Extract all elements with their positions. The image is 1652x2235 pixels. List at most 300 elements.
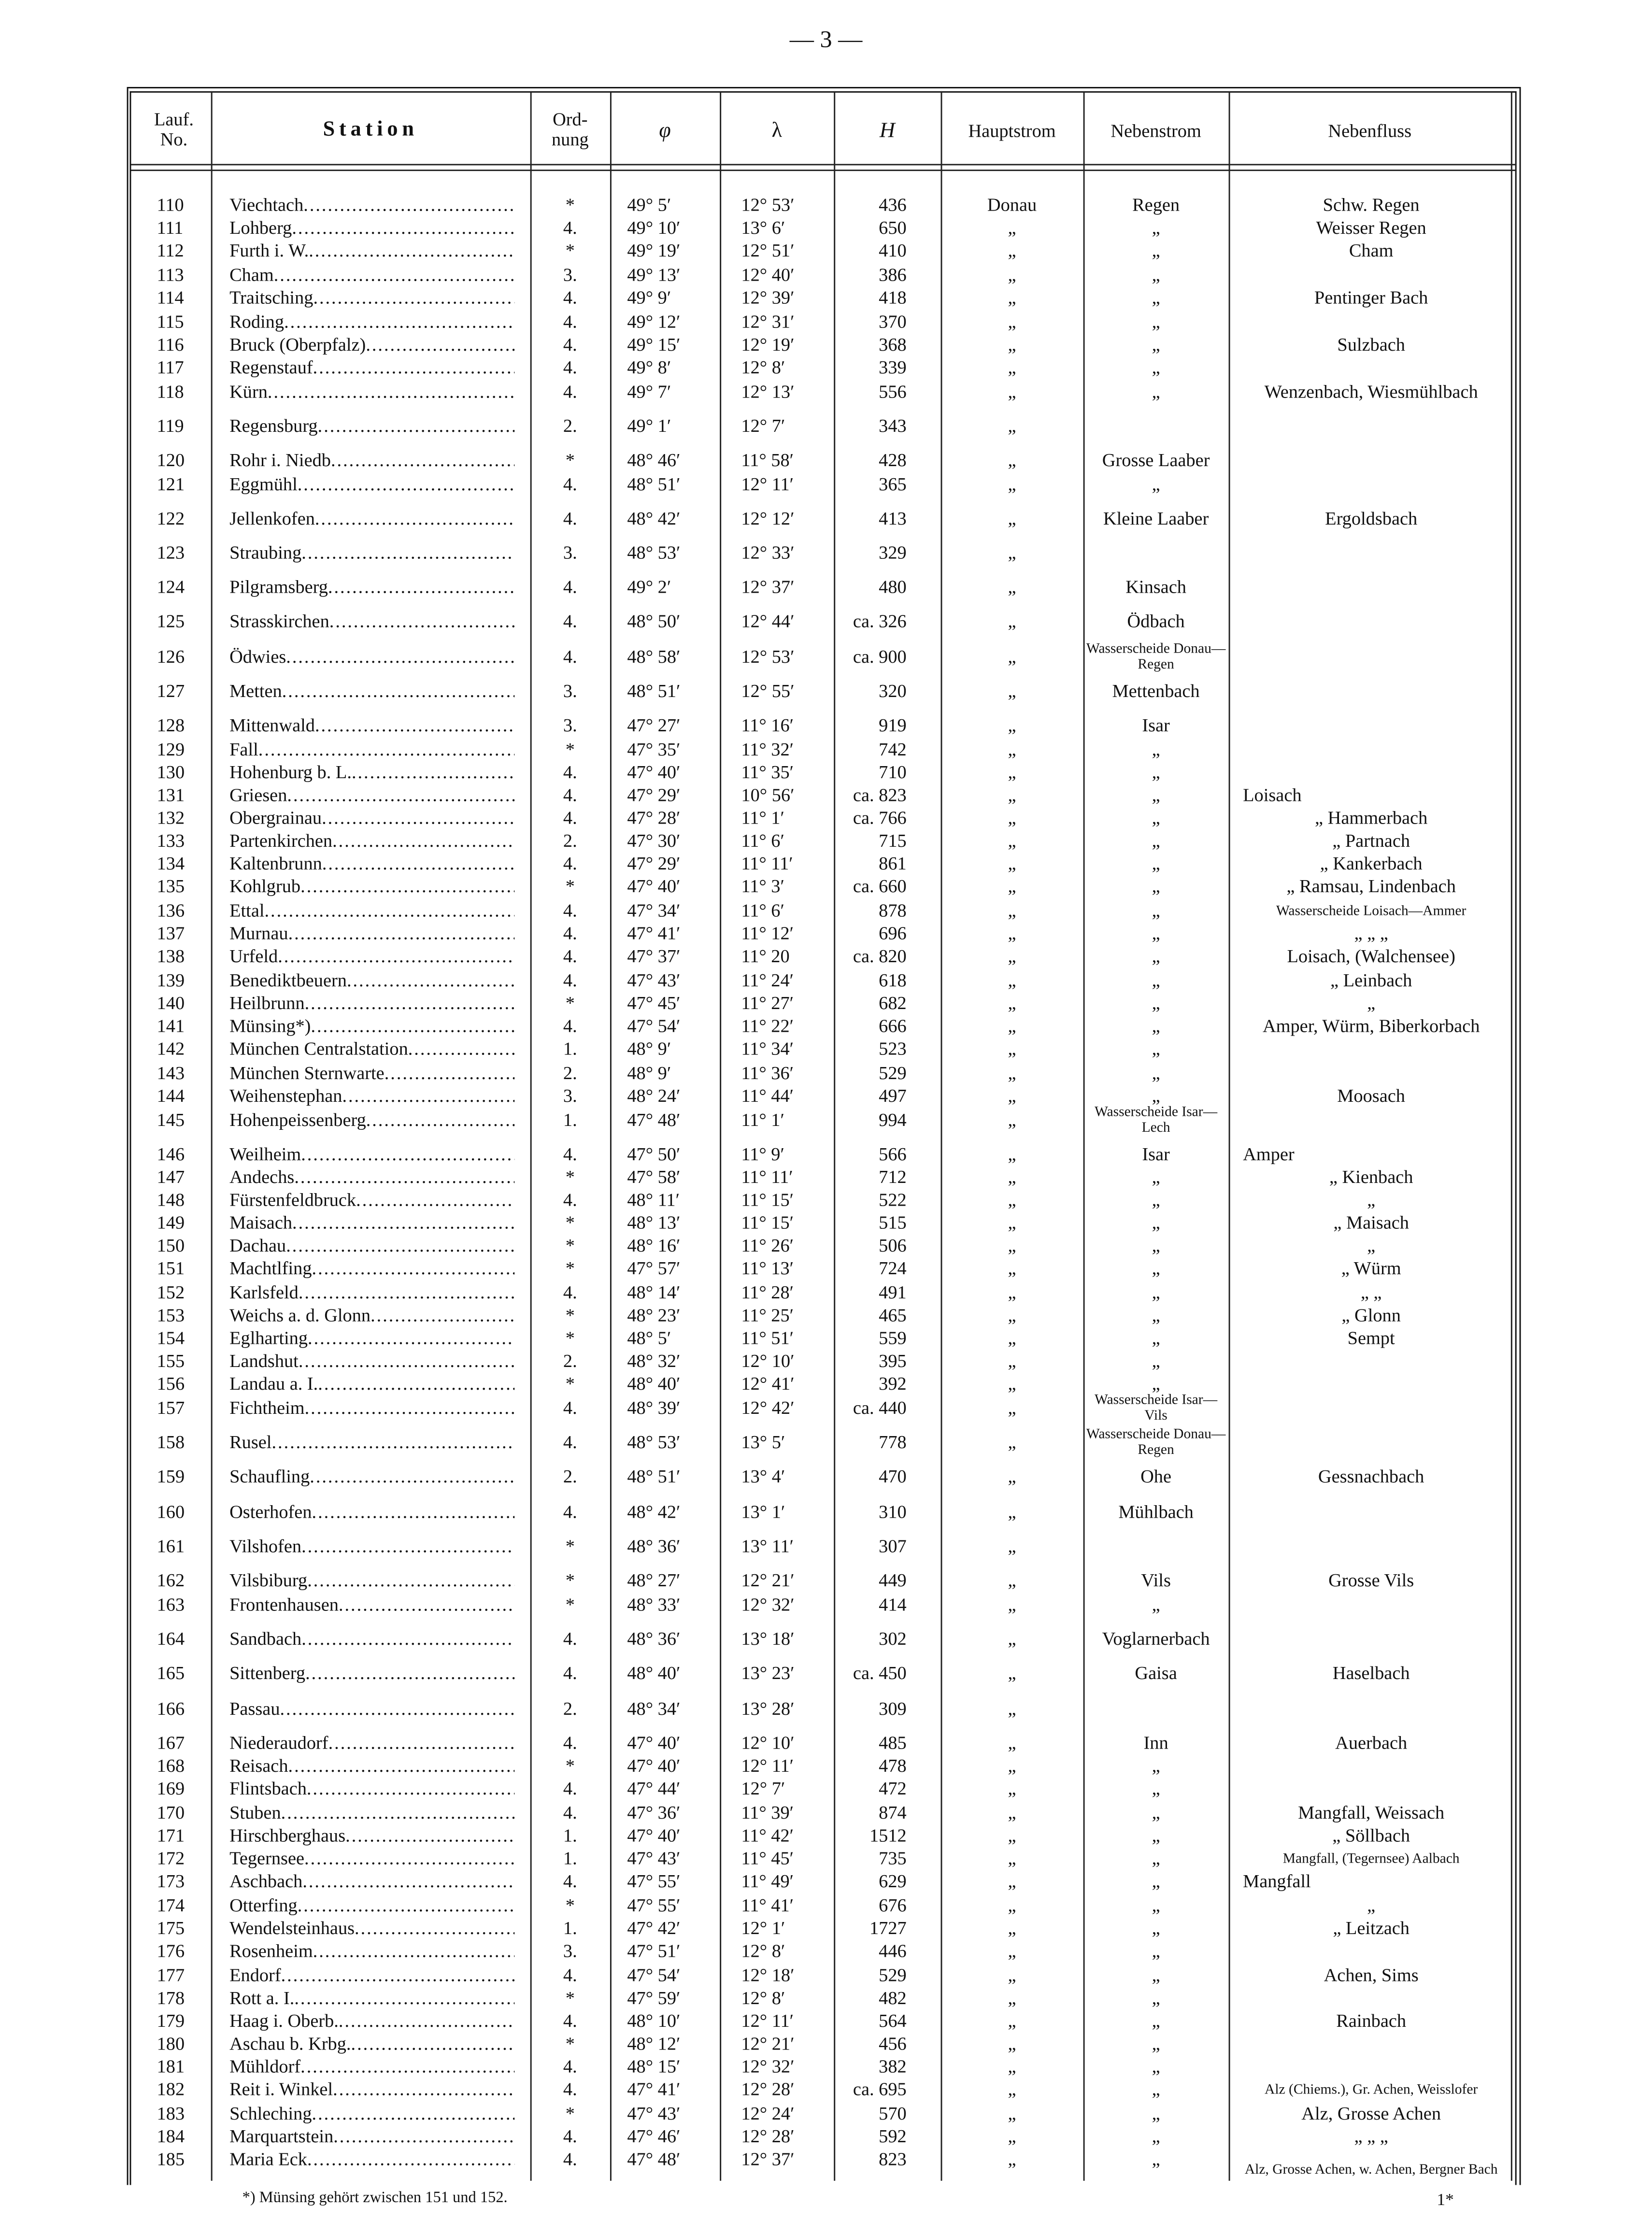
row-number: 181 xyxy=(157,2055,185,2077)
hauptstrom: „ xyxy=(1008,333,1016,355)
hauptstrom: „ xyxy=(1008,1870,1016,1892)
longitude: 11° 11′ xyxy=(741,852,793,874)
nebenfluss xyxy=(1231,1697,1510,1720)
longitude: 11° 41′ xyxy=(741,1894,794,1916)
order-class: * xyxy=(565,1372,575,1394)
order-class: 4. xyxy=(563,1732,577,1753)
latitude: 49° 15′ xyxy=(627,333,681,355)
longitude: 12° 28′ xyxy=(741,2125,795,2147)
longitude: 11° 51′ xyxy=(741,1327,794,1349)
footnote: *) Münsing gehört zwischen 151 und 152. xyxy=(242,2189,508,2207)
elevation: 682 xyxy=(879,992,907,1014)
station-name: Dachau ..... xyxy=(229,1234,514,1257)
latitude: 47° 55′ xyxy=(627,1870,681,1892)
station-name: Fall ..... xyxy=(229,739,514,761)
station-name: Fichtheim ..... xyxy=(229,1397,514,1420)
row-number: 117 xyxy=(157,356,184,378)
order-class: 4. xyxy=(563,507,577,529)
longitude: 11° 49′ xyxy=(741,1870,794,1892)
station-name: Weihenstephan ..... xyxy=(229,1085,514,1108)
row-number: 125 xyxy=(157,610,185,632)
order-class: 4. xyxy=(563,1281,577,1303)
hauptstrom: „ xyxy=(1008,1697,1016,1719)
hauptstrom: „ xyxy=(1008,507,1016,529)
row-number: 110 xyxy=(157,194,184,215)
nebenfluss xyxy=(1231,1350,1510,1372)
order-class: 4. xyxy=(563,1627,577,1650)
elevation: 478 xyxy=(879,1754,907,1776)
latitude: 47° 55′ xyxy=(627,1894,681,1916)
nebenstrom: „ xyxy=(1152,356,1160,378)
table-row xyxy=(0,1234,1652,1257)
hauptstrom: „ xyxy=(1008,1281,1016,1303)
longitude: 12° 39′ xyxy=(741,286,795,308)
longitude: 13° 6′ xyxy=(741,216,785,238)
table-row xyxy=(0,240,1652,262)
table-row xyxy=(0,1501,1652,1523)
station-name: Eggmühl ..... xyxy=(229,473,514,496)
nebenfluss: „ Maisach xyxy=(1333,1211,1409,1233)
latitude: 49° 10′ xyxy=(627,216,681,238)
longitude: 11° 34′ xyxy=(741,1038,794,1059)
nebenstrom xyxy=(1085,1697,1227,1720)
table-row xyxy=(0,415,1652,438)
table-row xyxy=(0,1085,1652,1108)
order-class: 4. xyxy=(563,2009,577,2031)
nebenfluss xyxy=(1231,1038,1510,1060)
order-class: 4. xyxy=(563,922,577,944)
nebenfluss xyxy=(1231,680,1510,703)
latitude: 47° 41′ xyxy=(627,2078,681,2100)
hauptstrom: „ xyxy=(1008,2032,1016,2054)
order-class: * xyxy=(565,1304,575,1326)
hauptstrom: „ xyxy=(1008,473,1016,495)
longitude: 11° 6′ xyxy=(741,829,784,851)
elevation: 472 xyxy=(879,1777,907,1799)
row-number: 164 xyxy=(157,1627,185,1650)
nebenfluss: „ Leitzach xyxy=(1333,1917,1410,1939)
station-name: Maria Eck ..... xyxy=(229,2148,514,2171)
row-number: 150 xyxy=(157,1234,185,1256)
longitude: 12° 11′ xyxy=(741,473,794,495)
latitude: 47° 46′ xyxy=(627,2125,681,2147)
order-class: 4. xyxy=(563,852,577,874)
station-name: Mittenwald ..... xyxy=(229,714,514,737)
latitude: 47° 50′ xyxy=(627,1143,681,1165)
order-class: 4. xyxy=(563,2055,577,2077)
order-class: * xyxy=(565,1987,575,2008)
hauptstrom: „ xyxy=(1008,1350,1016,1371)
longitude: 11° 16′ xyxy=(741,714,794,736)
station-name: Schleching ..... xyxy=(229,2102,514,2125)
hauptstrom: „ xyxy=(1008,1234,1016,1256)
order-class: 4. xyxy=(563,1777,577,1799)
order-class: 3. xyxy=(563,263,577,285)
table-row xyxy=(0,2125,1652,2148)
nebenstrom: „ xyxy=(1152,1257,1160,1279)
row-number: 162 xyxy=(157,1569,185,1591)
latitude: 47° 42′ xyxy=(627,1917,681,1939)
table-row xyxy=(0,1373,1652,1395)
latitude: 48° 42′ xyxy=(627,507,681,529)
table-row xyxy=(0,875,1652,898)
table-row xyxy=(0,899,1652,922)
latitude: 47° 43′ xyxy=(627,969,681,991)
nebenstrom: „ xyxy=(1152,1062,1160,1083)
hauptstrom: „ xyxy=(1008,1143,1016,1165)
row-number: 159 xyxy=(157,1465,185,1487)
elevation: 310 xyxy=(879,1501,907,1523)
row-number: 158 xyxy=(157,1431,185,1452)
longitude: 11° 15′ xyxy=(741,1211,794,1233)
hauptstrom: „ xyxy=(1008,645,1016,667)
latitude: 47° 28′ xyxy=(627,807,681,828)
row-number: 144 xyxy=(157,1084,185,1106)
nebenstrom: Inn xyxy=(1143,1732,1168,1753)
table-row xyxy=(0,1732,1652,1754)
elevation: 618 xyxy=(879,969,907,991)
longitude: 12° 37′ xyxy=(741,576,795,598)
nebenstrom: Wasserscheide Donau—Regen xyxy=(1086,641,1226,673)
longitude: 12° 28′ xyxy=(741,2078,795,2100)
hauptstrom: „ xyxy=(1008,1014,1016,1037)
table-row xyxy=(0,1038,1652,1060)
latitude: 47° 54′ xyxy=(627,1964,681,1986)
nebenstrom: Ohe xyxy=(1140,1465,1172,1487)
station-name: Kaltenbrunn ..... xyxy=(229,853,514,875)
order-class: 4. xyxy=(563,333,577,355)
latitude: 48° 40′ xyxy=(627,1662,681,1683)
longitude: 11° 11′ xyxy=(741,1166,793,1188)
nebenfluss xyxy=(1231,761,1510,784)
latitude: 47° 40′ xyxy=(627,1754,681,1776)
longitude: 12° 55′ xyxy=(741,680,795,701)
table-row xyxy=(0,1824,1652,1847)
hauptstrom: „ xyxy=(1008,239,1016,261)
hauptstrom: „ xyxy=(1008,1593,1016,1615)
nebenstrom: „ xyxy=(1152,1084,1160,1106)
elevation: 329 xyxy=(879,541,907,563)
hauptstrom: „ xyxy=(1008,1732,1016,1753)
table-row xyxy=(0,1964,1652,1987)
latitude: 48° 46′ xyxy=(627,449,681,470)
nebenstrom: „ xyxy=(1152,2055,1160,2077)
elevation: 523 xyxy=(879,1038,907,1059)
elevation: 696 xyxy=(879,922,907,944)
longitude: 11° 1′ xyxy=(741,1109,784,1130)
latitude: 47° 35′ xyxy=(627,738,681,760)
row-number: 168 xyxy=(157,1754,185,1776)
elevation: 919 xyxy=(879,714,907,736)
nebenstrom: „ xyxy=(1152,1964,1160,1986)
order-class: 2. xyxy=(563,1697,577,1719)
nebenfluss: Auerbach xyxy=(1335,1732,1408,1753)
longitude: 12° 19′ xyxy=(741,333,795,355)
elevation: ca. 326 xyxy=(853,610,907,632)
longitude: 12° 13′ xyxy=(741,380,795,402)
order-class: 4. xyxy=(563,969,577,991)
order-class: 1. xyxy=(563,1038,577,1059)
row-number: 119 xyxy=(157,414,184,436)
latitude: 47° 40′ xyxy=(627,1732,681,1753)
hauptstrom: „ xyxy=(1008,1569,1016,1591)
row-number: 176 xyxy=(157,1940,185,1962)
table-row xyxy=(0,1062,1652,1084)
station-name: Endorf ..... xyxy=(229,1964,514,1987)
latitude: 48° 36′ xyxy=(627,1535,681,1557)
row-number: 126 xyxy=(157,645,185,667)
nebenstrom: „ xyxy=(1152,807,1160,828)
latitude: 47° 48′ xyxy=(627,2148,681,2170)
nebenstrom: „ xyxy=(1152,738,1160,760)
nebenfluss xyxy=(1231,1628,1510,1651)
latitude: 48° 9′ xyxy=(627,1038,671,1059)
nebenstrom: „ xyxy=(1152,829,1160,851)
table-row xyxy=(0,945,1652,968)
longitude: 12° 12′ xyxy=(741,507,795,529)
station-name: Hirschberghaus ..... xyxy=(229,1824,514,1847)
order-class: * xyxy=(565,1535,575,1557)
nebenfluss xyxy=(1231,449,1510,472)
order-class: * xyxy=(565,1211,575,1233)
station-name: Bruck (Oberpfalz) ..... xyxy=(229,333,514,356)
hauptstrom: „ xyxy=(1008,992,1016,1014)
latitude: 48° 51′ xyxy=(627,1465,681,1487)
latitude: 48° 14′ xyxy=(627,1281,681,1303)
order-class: * xyxy=(565,1327,575,1349)
latitude: 49° 13′ xyxy=(627,263,681,285)
table-row xyxy=(0,507,1652,530)
hauptstrom: „ xyxy=(1008,2009,1016,2031)
row-number: 184 xyxy=(157,2125,185,2147)
table-row xyxy=(0,1327,1652,1350)
nebenfluss: Alz, Grosse Achen, w. Achen, Bergner Bach xyxy=(1244,2161,1498,2178)
longitude: 12° 51′ xyxy=(741,239,795,261)
station-name: Karlsfeld ..... xyxy=(229,1281,514,1304)
elevation: 570 xyxy=(879,2102,907,2124)
row-number: 170 xyxy=(157,1801,185,1823)
hauptstrom: „ xyxy=(1008,1327,1016,1349)
header-phi: φ xyxy=(659,119,671,143)
nebenfluss: „ Ramsau, Lindenbach xyxy=(1286,875,1456,897)
row-number: 134 xyxy=(157,852,185,874)
elevation: 392 xyxy=(879,1372,907,1394)
latitude: 47° 27′ xyxy=(627,714,681,736)
hauptstrom: „ xyxy=(1008,1964,1016,1986)
nebenfluss xyxy=(1231,1940,1510,1963)
hauptstrom: „ xyxy=(1008,1987,1016,2008)
row-number: 182 xyxy=(157,2078,185,2100)
nebenfluss: „ Glonn xyxy=(1341,1304,1401,1326)
latitude: 48° 11′ xyxy=(627,1188,680,1210)
nebenstrom: „ xyxy=(1152,380,1160,402)
station-name: Andechs ..... xyxy=(229,1166,514,1189)
station-name: Haag i. Oberb. ..... xyxy=(229,2010,514,2033)
table-row xyxy=(0,286,1652,309)
table-row xyxy=(0,311,1652,333)
nebenfluss: Alz (Chiems.), Gr. Achen, Weisslofer xyxy=(1265,2081,1478,2098)
nebenstrom: „ xyxy=(1152,2009,1160,2031)
hauptstrom: „ xyxy=(1008,1777,1016,1799)
hauptstrom: „ xyxy=(1008,1535,1016,1557)
header-nebenstrom: Nebenstrom xyxy=(1111,119,1201,142)
longitude: 11° 20 xyxy=(741,945,790,967)
station-name: Griesen ..... xyxy=(229,784,514,807)
longitude: 11° 22′ xyxy=(741,1014,794,1037)
nebenstrom: „ xyxy=(1152,1281,1160,1303)
table-row xyxy=(0,1894,1652,1917)
latitude: 49° 5′ xyxy=(627,194,671,215)
row-number: 135 xyxy=(157,875,185,897)
longitude: 13° 1′ xyxy=(741,1501,785,1523)
nebenfluss xyxy=(1231,576,1510,598)
order-class: 3. xyxy=(563,1084,577,1106)
order-class: 4. xyxy=(563,1662,577,1683)
nebenfluss xyxy=(1231,415,1510,438)
nebenfluss: „ Söllbach xyxy=(1332,1824,1410,1846)
hauptstrom: „ xyxy=(1008,1211,1016,1233)
station-name: Landshut ..... xyxy=(229,1350,514,1372)
row-number: 120 xyxy=(157,449,185,470)
elevation: 365 xyxy=(879,473,907,495)
nebenstrom: „ xyxy=(1152,1824,1160,1846)
header-rule xyxy=(131,170,1516,171)
latitude: 47° 48′ xyxy=(627,1109,681,1130)
table-row xyxy=(0,2078,1652,2101)
hauptstrom: „ xyxy=(1008,1847,1016,1869)
elevation: 414 xyxy=(879,1593,907,1615)
nebenstrom: „ xyxy=(1152,1593,1160,1615)
hauptstrom: „ xyxy=(1008,1257,1016,1279)
nebenstrom: „ xyxy=(1152,1166,1160,1188)
elevation: 410 xyxy=(879,239,907,261)
longitude: 12° 8′ xyxy=(741,356,785,378)
row-number: 155 xyxy=(157,1350,185,1371)
table-row xyxy=(0,1015,1652,1038)
table-row xyxy=(0,1257,1652,1280)
nebenfluss xyxy=(1231,1062,1510,1084)
nebenstrom xyxy=(1085,541,1227,564)
longitude: 12° 11′ xyxy=(741,2009,794,2031)
row-number: 171 xyxy=(157,1824,185,1846)
row-number: 121 xyxy=(157,473,185,495)
order-class: 1. xyxy=(563,1824,577,1846)
latitude: 48° 36′ xyxy=(627,1627,681,1650)
longitude: 12° 7′ xyxy=(741,1777,785,1799)
nebenstrom: Kinsach xyxy=(1125,576,1186,598)
table-row xyxy=(0,1569,1652,1592)
hauptstrom: „ xyxy=(1008,356,1016,378)
elevation: 676 xyxy=(879,1894,907,1916)
elevation: 666 xyxy=(879,1014,907,1037)
order-class: 4. xyxy=(563,1431,577,1452)
nebenstrom: Isar xyxy=(1142,1143,1170,1165)
table-row xyxy=(0,1697,1652,1720)
nebenfluss xyxy=(1231,739,1510,761)
table-row xyxy=(0,714,1652,737)
longitude: 11° 12′ xyxy=(741,922,794,944)
nebenstrom: „ xyxy=(1152,1038,1160,1059)
nebenstrom: Regen xyxy=(1132,194,1180,215)
header-hauptstrom: Hauptstrom xyxy=(968,119,1056,142)
row-number: 112 xyxy=(157,239,184,261)
station-name: Regenstauf ..... xyxy=(229,356,514,379)
hauptstrom: „ xyxy=(1008,1662,1016,1683)
elevation: 506 xyxy=(879,1234,907,1256)
station-name: Viechtach ..... xyxy=(229,194,514,216)
nebenfluss: „ „ xyxy=(1360,1281,1382,1303)
header-nung: nung xyxy=(551,128,589,150)
latitude: 47° 36′ xyxy=(627,1801,681,1823)
longitude: 11° 28′ xyxy=(741,1281,794,1303)
hauptstrom: Donau xyxy=(987,194,1037,215)
longitude: 11° 39′ xyxy=(741,1801,794,1823)
station-name: Heilbrunn ..... xyxy=(229,992,514,1015)
nebenfluss: Haselbach xyxy=(1332,1662,1410,1683)
nebenstrom: „ xyxy=(1152,1234,1160,1256)
latitude: 49° 1′ xyxy=(627,414,671,436)
station-name: Marquartstein ..... xyxy=(229,2125,514,2148)
elevation: 735 xyxy=(879,1847,907,1869)
nebenstrom: „ xyxy=(1152,263,1160,285)
nebenfluss xyxy=(1231,2055,1510,2078)
latitude: 48° 53′ xyxy=(627,541,681,563)
row-number: 115 xyxy=(157,311,184,332)
longitude: 11° 15′ xyxy=(741,1188,794,1210)
row-number: 177 xyxy=(157,1964,185,1986)
station-name: Murnau ..... xyxy=(229,922,514,945)
nebenstrom: „ xyxy=(1152,1211,1160,1233)
table-row xyxy=(0,829,1652,852)
elevation: 994 xyxy=(879,1109,907,1130)
station-name: Niederaudorf ..... xyxy=(229,1732,514,1754)
row-number: 145 xyxy=(157,1109,185,1130)
order-class: 4. xyxy=(563,380,577,402)
page-number: — 3 — xyxy=(789,26,863,53)
order-class: 2. xyxy=(563,1350,577,1371)
nebenstrom: „ xyxy=(1152,1014,1160,1037)
row-number: 142 xyxy=(157,1038,185,1059)
latitude: 48° 16′ xyxy=(627,1234,681,1256)
elevation: 309 xyxy=(879,1697,907,1719)
row-number: 173 xyxy=(157,1870,185,1892)
longitude: 12° 33′ xyxy=(741,541,795,563)
nebenstrom: „ xyxy=(1152,2125,1160,2147)
nebenstrom: Wasserscheide Isar—Lech xyxy=(1095,1104,1218,1136)
nebenstrom: Mettenbach xyxy=(1112,680,1200,701)
elevation: 480 xyxy=(879,576,907,598)
elevation: 559 xyxy=(879,1327,907,1349)
row-number: 157 xyxy=(157,1396,185,1419)
hauptstrom: „ xyxy=(1008,2078,1016,2100)
order-class: 2. xyxy=(563,1465,577,1487)
order-class: 4. xyxy=(563,2125,577,2147)
longitude: 12° 40′ xyxy=(741,263,795,285)
nebenfluss xyxy=(1231,646,1510,669)
table-row xyxy=(0,264,1652,286)
order-class: * xyxy=(565,449,575,470)
elevation: 878 xyxy=(879,899,907,921)
elevation: 428 xyxy=(879,449,907,470)
station-name: Sandbach ..... xyxy=(229,1628,514,1651)
order-class: 4. xyxy=(563,216,577,238)
hauptstrom: „ xyxy=(1008,1062,1016,1083)
nebenfluss: „ xyxy=(1367,1188,1376,1210)
row-number: 122 xyxy=(157,507,185,529)
order-class: * xyxy=(565,1894,575,1916)
nebenstrom: „ xyxy=(1152,311,1160,332)
nebenstrom: „ xyxy=(1152,761,1160,783)
